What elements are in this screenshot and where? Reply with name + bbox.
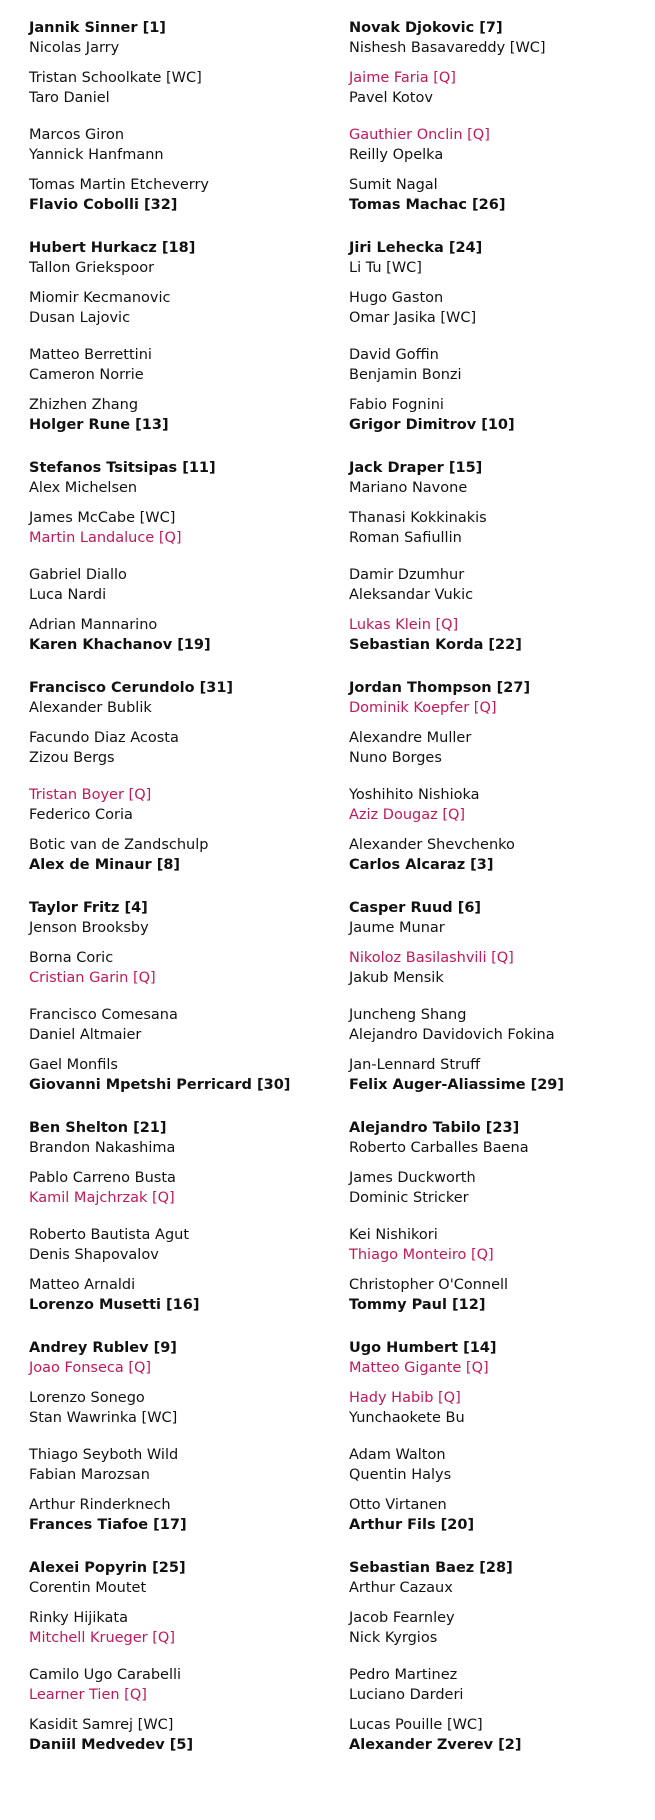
player-name: Hubert Hurkacz [18] (29, 240, 196, 256)
draw-section-right (349, 18, 649, 238)
match-pair (349, 18, 649, 68)
player-name: Tomas Machac [26] (349, 197, 506, 213)
player-name: Sebastian Baez [28] (349, 1560, 513, 1576)
match-pair (29, 678, 349, 728)
draw-section-right (349, 1118, 649, 1338)
player-name: Omar Jasika [WC] (349, 310, 477, 326)
player-name: Jannik Sinner [1] (29, 20, 166, 36)
player-name: Matteo Arnaldi (29, 1277, 136, 1293)
match-pair (29, 1608, 349, 1665)
player-name: Lukas Klein [Q] (349, 617, 459, 633)
player-name: Jack Draper [15] (349, 460, 483, 476)
player-name: Fabian Marozsan (29, 1467, 150, 1483)
player-name: Borna Coric (29, 950, 114, 966)
match-pair (349, 68, 649, 125)
draw-section-right (349, 898, 649, 1118)
match-pair (349, 345, 649, 395)
player-name: Lorenzo Sonego (29, 1390, 145, 1406)
player-name: Marcos Giron (29, 127, 125, 143)
match-pair (29, 948, 349, 1005)
player-name: Jan-Lennard Struff (349, 1057, 481, 1073)
draw-section-left (29, 18, 349, 238)
player-name: Tommy Paul [12] (349, 1297, 486, 1313)
match-pair (29, 1715, 349, 1765)
player-name: Arthur Cazaux (349, 1580, 453, 1596)
draw-section-left (29, 1558, 349, 1778)
match-pair (349, 615, 649, 665)
draw-section-left (29, 898, 349, 1118)
player-name: Miomir Kecmanovic (29, 290, 171, 306)
player-name: Nick Kyrgios (349, 1630, 438, 1646)
match-pair (349, 1005, 649, 1055)
player-name: Facundo Diaz Acosta (29, 730, 179, 746)
player-name: Zizou Bergs (29, 750, 115, 766)
player-name: Alex Michelsen (29, 480, 138, 496)
match-pair (349, 1338, 649, 1388)
player-name: Giovanni Mpetshi Perricard [30] (29, 1077, 291, 1093)
draw-section-right (349, 678, 649, 898)
player-name: Alexander Shevchenko (349, 837, 515, 853)
draw-section-left (29, 458, 349, 678)
player-name: Alexander Bublik (29, 700, 152, 716)
player-name: Yoshihito Nishioka (349, 787, 480, 803)
player-name: Jiri Lehecka [24] (349, 240, 483, 256)
player-name: Corentin Moutet (29, 1580, 147, 1596)
match-pair (349, 395, 649, 445)
player-name: Matteo Berrettini (29, 347, 152, 363)
player-name: Adrian Mannarino (29, 617, 158, 633)
player-name: Alejandro Davidovich Fokina (349, 1027, 555, 1043)
match-pair (349, 125, 649, 175)
match-pair (349, 1168, 649, 1225)
player-name: Rinky Hijikata (29, 1610, 128, 1626)
player-name: Gauthier Onclin [Q] (349, 127, 490, 143)
player-name: Jaime Faria [Q] (349, 70, 456, 86)
player-name: Cristian Garin [Q] (29, 970, 156, 986)
player-name: Alexandre Muller (349, 730, 472, 746)
match-pair (29, 835, 349, 885)
match-pair (29, 898, 349, 948)
player-name: Dusan Lajovic (29, 310, 131, 326)
match-pair (349, 835, 649, 885)
player-name: Alexander Zverev [2] (349, 1737, 522, 1753)
player-name: Mariano Navone (349, 480, 468, 496)
player-name: James Duckworth (349, 1170, 476, 1186)
match-pair (29, 785, 349, 835)
player-name: Benjamin Bonzi (349, 367, 462, 383)
player-name: Brandon Nakashima (29, 1140, 176, 1156)
player-name: Flavio Cobolli [32] (29, 197, 178, 213)
player-name: Nishesh Basavareddy [WC] (349, 40, 546, 56)
player-name: Thiago Monteiro [Q] (349, 1247, 494, 1263)
match-pair (349, 238, 649, 288)
match-pair (349, 785, 649, 835)
match-pair (349, 1388, 649, 1445)
player-name: Arthur Rinderknech (29, 1497, 171, 1513)
match-pair (29, 1388, 349, 1445)
match-pair (29, 238, 349, 288)
player-name: Reilly Opelka (349, 147, 444, 163)
match-pair (349, 1445, 649, 1495)
player-name: Nicolas Jarry (29, 40, 120, 56)
player-name: Adam Walton (349, 1447, 446, 1463)
match-pair (349, 288, 649, 345)
player-name: Yunchaokete Bu (349, 1410, 465, 1426)
player-name: Alex de Minaur [8] (29, 857, 181, 873)
player-name: Aleksandar Vukic (349, 587, 474, 603)
player-name: Holger Rune [13] (29, 417, 169, 433)
match-pair (349, 508, 649, 565)
player-name: Denis Shapovalov (29, 1247, 159, 1263)
match-pair (29, 1055, 349, 1105)
player-name: Nikoloz Basilashvili [Q] (349, 950, 514, 966)
player-name: Martin Landaluce [Q] (29, 530, 182, 546)
match-pair (349, 1715, 649, 1765)
player-name: Francisco Comesana (29, 1007, 178, 1023)
player-name: Taylor Fritz [4] (29, 900, 148, 916)
player-name: Alejandro Tabilo [23] (349, 1120, 520, 1136)
player-name: Li Tu [WC] (349, 260, 422, 276)
match-pair (29, 68, 349, 125)
player-name: Quentin Halys (349, 1467, 452, 1483)
player-name: Daniil Medvedev [5] (29, 1737, 194, 1753)
match-pair (29, 175, 349, 225)
player-name: Novak Djokovic [7] (349, 20, 503, 36)
player-name: Roberto Bautista Agut (29, 1227, 190, 1243)
player-name: Dominic Stricker (349, 1190, 469, 1206)
player-name: Lorenzo Musetti [16] (29, 1297, 200, 1313)
player-name: Ben Shelton [21] (29, 1120, 167, 1136)
player-name: Francisco Cerundolo [31] (29, 680, 234, 696)
match-pair (29, 615, 349, 665)
player-name: Tristan Boyer [Q] (29, 787, 152, 803)
match-pair (29, 458, 349, 508)
match-pair (349, 1608, 649, 1665)
player-name: Carlos Alcaraz [3] (349, 857, 494, 873)
player-name: Lucas Pouille [WC] (349, 1717, 483, 1733)
draw-section-right (349, 1558, 649, 1778)
player-name: Joao Fonseca [Q] (29, 1360, 152, 1376)
player-name: Felix Auger-Aliassime [29] (349, 1077, 565, 1093)
player-name: Gael Monfils (29, 1057, 118, 1073)
match-pair (29, 1225, 349, 1275)
player-name: Luciano Darderi (349, 1687, 464, 1703)
player-name: Taro Daniel (29, 90, 110, 106)
draw-section-right (349, 458, 649, 678)
match-pair (29, 1495, 349, 1545)
match-pair (29, 1005, 349, 1055)
match-pair (349, 458, 649, 508)
match-pair (29, 1665, 349, 1715)
player-name: Karen Khachanov [19] (29, 637, 211, 653)
player-name: Pedro Martinez (349, 1667, 458, 1683)
match-pair (349, 678, 649, 728)
player-name: Nuno Borges (349, 750, 442, 766)
player-name: Mitchell Krueger [Q] (29, 1630, 175, 1646)
player-name: Pavel Kotov (349, 90, 433, 106)
match-pair (29, 565, 349, 615)
match-pair (349, 1275, 649, 1325)
player-name: Thanasi Kokkinakis (349, 510, 487, 526)
draw-section-left (29, 1338, 349, 1558)
match-pair (349, 1665, 649, 1715)
match-pair (349, 728, 649, 785)
player-name: Cameron Norrie (29, 367, 144, 383)
match-pair (29, 395, 349, 445)
player-name: Yannick Hanfmann (29, 147, 164, 163)
player-name: Damir Dzumhur (349, 567, 465, 583)
match-pair (349, 1558, 649, 1608)
player-name: Alexei Popyrin [25] (29, 1560, 186, 1576)
draw-section-left (29, 678, 349, 898)
match-pair (349, 175, 649, 225)
player-name: Thiago Seyboth Wild (29, 1447, 179, 1463)
player-name: Arthur Fils [20] (349, 1517, 475, 1533)
player-name: Casper Ruud [6] (349, 900, 482, 916)
player-name: Dominik Koepfer [Q] (349, 700, 497, 716)
match-pair (29, 728, 349, 785)
match-pair (29, 18, 349, 68)
match-pair (349, 565, 649, 615)
player-name: Hady Habib [Q] (349, 1390, 461, 1406)
player-name: James McCabe [WC] (29, 510, 176, 526)
player-name: Pablo Carreno Busta (29, 1170, 176, 1186)
draw-section-right (349, 238, 649, 458)
player-name: Kasidit Samrej [WC] (29, 1717, 174, 1733)
player-name: Daniel Altmaier (29, 1027, 142, 1043)
match-pair (29, 288, 349, 345)
player-name: Sebastian Korda [22] (349, 637, 522, 653)
player-name: Christopher O'Connell (349, 1277, 509, 1293)
player-name: Roman Safiullin (349, 530, 462, 546)
player-name: Fabio Fognini (349, 397, 444, 413)
player-name: Otto Virtanen (349, 1497, 447, 1513)
player-name: Jenson Brooksby (29, 920, 149, 936)
draw-section-left (29, 1118, 349, 1338)
player-name: Zhizhen Zhang (29, 397, 139, 413)
match-pair (29, 1275, 349, 1325)
match-pair (29, 1445, 349, 1495)
player-name: Ugo Humbert [14] (349, 1340, 497, 1356)
match-pair (29, 125, 349, 175)
player-name: Tomas Martin Etcheverry (29, 177, 209, 193)
player-name: Juncheng Shang (349, 1007, 467, 1023)
match-pair (349, 1225, 649, 1275)
player-name: Grigor Dimitrov [10] (349, 417, 515, 433)
player-name: Roberto Carballes Baena (349, 1140, 529, 1156)
player-name: Hugo Gaston (349, 290, 444, 306)
player-name: Learner Tien [Q] (29, 1687, 147, 1703)
draw-section-left (29, 238, 349, 458)
player-name: Botic van de Zandschulp (29, 837, 209, 853)
draw-section-right (349, 1338, 649, 1558)
match-pair (29, 1168, 349, 1225)
player-name: Frances Tiafoe [17] (29, 1517, 187, 1533)
player-name: David Goffin (349, 347, 439, 363)
player-name: Tristan Schoolkate [WC] (29, 70, 202, 86)
match-pair (349, 898, 649, 948)
player-name: Andrey Rublev [9] (29, 1340, 177, 1356)
player-name: Jakub Mensik (349, 970, 444, 986)
match-pair (349, 948, 649, 1005)
match-pair (29, 1558, 349, 1608)
player-name: Kamil Majchrzak [Q] (29, 1190, 175, 1206)
player-name: Sumit Nagal (349, 177, 438, 193)
player-name: Stan Wawrinka [WC] (29, 1410, 178, 1426)
player-name: Jaume Munar (349, 920, 445, 936)
match-pair (349, 1118, 649, 1168)
player-name: Aziz Dougaz [Q] (349, 807, 466, 823)
player-name: Kei Nishikori (349, 1227, 438, 1243)
match-pair (29, 508, 349, 565)
player-name: Jordan Thompson [27] (349, 680, 531, 696)
player-name: Stefanos Tsitsipas [11] (29, 460, 216, 476)
player-name: Federico Coria (29, 807, 133, 823)
player-name: Gabriel Diallo (29, 567, 127, 583)
player-name: Luca Nardi (29, 587, 107, 603)
match-pair (29, 1338, 349, 1388)
player-name: Matteo Gigante [Q] (349, 1360, 489, 1376)
match-pair (29, 345, 349, 395)
player-name: Camilo Ugo Carabelli (29, 1667, 182, 1683)
match-pair (349, 1495, 649, 1545)
player-name: Jacob Fearnley (349, 1610, 455, 1626)
match-pair (29, 1118, 349, 1168)
player-name: Tallon Griekspoor (29, 260, 155, 276)
match-pair (349, 1055, 649, 1105)
